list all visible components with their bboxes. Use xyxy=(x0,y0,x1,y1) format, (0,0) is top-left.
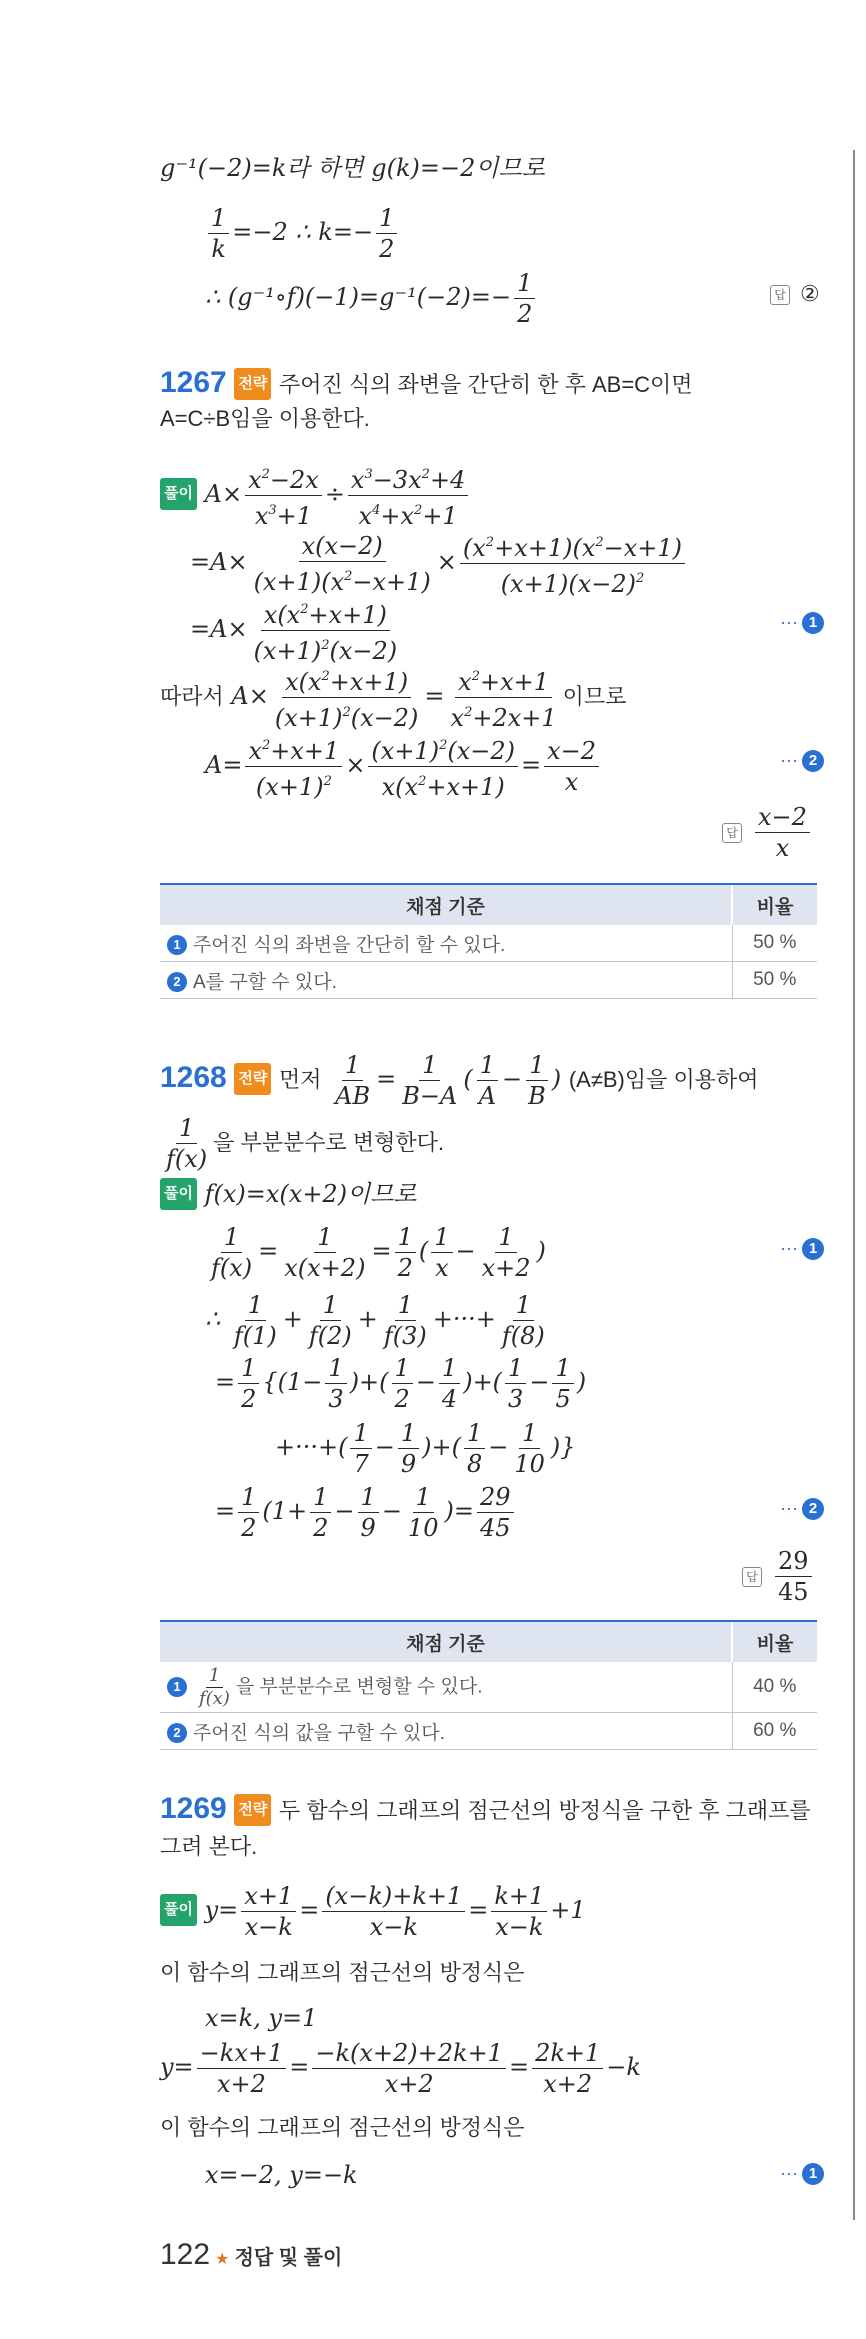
strategy-badge: 전략 xyxy=(234,1063,271,1095)
intro-answer: 답 ② xyxy=(770,280,820,310)
answer-mark-icon: 답 xyxy=(742,1567,762,1587)
step-marker-1: ··· 1 xyxy=(780,1238,824,1260)
problem-number: 1269 xyxy=(160,1792,227,1825)
step-marker-1: ··· 1 xyxy=(780,2163,824,2185)
solution-badge: 풀이 xyxy=(160,1178,197,1210)
table-row: 1 주어진 식의 좌변을 간단히 할 수 있다. 50 % xyxy=(160,925,817,962)
strategy-badge: 전략 xyxy=(234,368,271,400)
page-number: 122 xyxy=(160,2238,211,2271)
solution-badge: 풀이 xyxy=(160,478,197,510)
p1268-sol-1: 풀이 f(x)=x(x+2)이므로 xyxy=(160,1178,417,1210)
footer-label: 정답 및 풀이 xyxy=(234,2247,343,2269)
p1269-asym-2: x=−2, y=−k xyxy=(205,2161,358,2189)
p1267-eq2: =A× $\frac{x(x-2)}{(x+1)(x^2-x+1)}$ × $\frac{(x^2+x+1)(x^2-x+1)}{(x+1)(x-2)^2}$ xyxy=(190,530,688,597)
step-marker-1: ··· 1 xyxy=(780,612,824,634)
star-icon: ★ xyxy=(215,2249,230,2268)
problem-1269-strategy-2: 그려 본다. xyxy=(160,1834,258,1859)
problem-1267-header xyxy=(160,368,693,400)
table-header-rate: 비율 xyxy=(732,1621,817,1662)
p1269-eq1: 풀이 y= $\frac{x+1}{x-k}$ = $\frac{(x-k)+k+1}{x-k}$ = $\frac{k+1}{x-k}$ +1 xyxy=(160,1883,586,1940)
table-header-rate: 비율 xyxy=(732,884,817,925)
problem-1268-header: 1268 전략 먼저 $\frac{1}{AB}$ = $\frac{1}{B-A}$ ( $\frac{1}{A}$ − $\frac{1}{B}$ ) (A≠B)임을 이용하여 xyxy=(160,1051,759,1110)
p1268-eq2: ∴ $\frac{1}{f(1)}$ + $\frac{1}{f(2)}$ + $\frac{1}{f(3)}$ +···+ $\frac{1}{f(8)}$ xyxy=(205,1291,545,1350)
intro-line-3: ∴ (g⁻¹∘f)(−1)=g⁻¹(−2)=− $\frac{1}{2}$ xyxy=(205,270,538,327)
p1267-eq1: 풀이 A× $\frac{x^2-2x}{x^3+1}$ ÷ $\frac{x^3-3x^2+4}{x^4+x^2+1}$ xyxy=(160,462,471,529)
scoring-table-1268 xyxy=(160,1620,817,1750)
problem-1268-strategy-2: $\frac{1}{f(x)}$ 을 부분분수로 변형한다. xyxy=(166,1114,445,1173)
solution-badge: 풀이 xyxy=(160,1894,197,1926)
p1269-eq2: y= $\frac{-kx+1}{x+2}$ = $\frac{-k(x+2)+2k+1}{x+2}$ = $\frac{2k+1}{x+2}$ −k xyxy=(160,2039,641,2098)
table-row: 2 주어진 식의 값을 구할 수 있다. 60 % xyxy=(160,1713,817,1750)
intro-line-1: g⁻¹(−2)=k라 하면 g(k)=−2이므로 xyxy=(160,154,545,182)
scoring-table-1267 xyxy=(160,883,817,999)
step-marker-2: ··· 2 xyxy=(780,1498,824,1520)
p1267-answer: 답 $\frac{x-2}{x}$ xyxy=(722,804,813,861)
p1269-text-1: 이 함수의 그래프의 점근선의 방정식은 xyxy=(160,1960,525,1985)
table-row: 2 A를 구할 수 있다. 50 % xyxy=(160,962,817,999)
p1267-eq5: A= $\frac{x^2+x+1}{(x+1)^2}$ × $\frac{(x+1)^2(x-2)}{x(x^2+x+1)}$ = $\frac{x-2}{x}$ xyxy=(205,733,602,800)
p1268-eq3: = $\frac{1}{2}$ {(1− $\frac{1}{3}$ )+( $\frac{1}{2}$ − $\frac{1}{4}$ )+( $\frac{1}{3}$ − $\frac{1}{5}$ ) xyxy=(215,1354,587,1413)
right-margin-rule xyxy=(853,150,855,2220)
intro-line-2: $\frac{1}{k}$ =−2 ∴ k=− $\frac{1}{2}$ xyxy=(205,205,400,262)
page-footer xyxy=(160,2238,342,2272)
problem-number: 1268 xyxy=(160,1061,227,1094)
strategy-badge: 전략 xyxy=(234,1794,271,1826)
table-header-criteria: 채점 기준 xyxy=(160,884,732,925)
problem-number: 1267 xyxy=(160,366,227,399)
p1268-eq1: $\frac{1}{f(x)}$ = $\frac{1}{x(x+2)}$ = $\frac{1}{2}$ ( $\frac{1}{x}$ − $\frac{1}{x+2}$ ) xyxy=(211,1223,546,1282)
p1267-eq3: =A× $\frac{x(x^2+x+1)}{(x+1)^2(x-2)}$ xyxy=(190,597,403,664)
p1268-eq5: = $\frac{1}{2}$ (1+ $\frac{1}{2}$ − $\frac{1}{9}$ − $\frac{1}{10}$ )= $\frac{29}{45}$ xyxy=(215,1484,517,1541)
table-row: 1 $\frac{1}{f(x)}$ 을 부분분수로 변형할 수 있다. 40 % xyxy=(160,1662,817,1713)
answer-mark-icon: 답 xyxy=(722,823,742,843)
p1268-answer: 답 $\frac{29}{45}$ xyxy=(742,1548,815,1605)
answer-mark-icon: 답 xyxy=(770,285,790,305)
strategy-text: 주어진 식의 좌변을 간단히 한 후 AB=C이면 xyxy=(279,372,693,397)
problem-1269-header: 1269 전략 두 함수의 그래프의 점근선의 방정식을 구한 후 그래프를 xyxy=(160,1792,811,1825)
table-header-criteria: 채점 기준 xyxy=(160,1621,732,1662)
p1269-text-2: 이 함수의 그래프의 점근선의 방정식은 xyxy=(160,2115,525,2140)
step-marker-2: ··· 2 xyxy=(780,750,824,772)
p1269-asym-1: x=k, y=1 xyxy=(205,2004,318,2032)
p1267-eq4: 따라서 A× $\frac{x(x^2+x+1)}{(x+1)^2(x-2)}$ = $\frac{x^2+x+1}{x^2+2x+1}$ 이므로 xyxy=(160,664,626,731)
problem-1267-strategy-2: A=C÷B임을 이용한다. xyxy=(160,406,370,431)
p1268-eq4: +···+( $\frac{1}{7}$ − $\frac{1}{9}$ )+( $\frac{1}{8}$ − $\frac{1}{10}$ )} xyxy=(275,1419,576,1478)
